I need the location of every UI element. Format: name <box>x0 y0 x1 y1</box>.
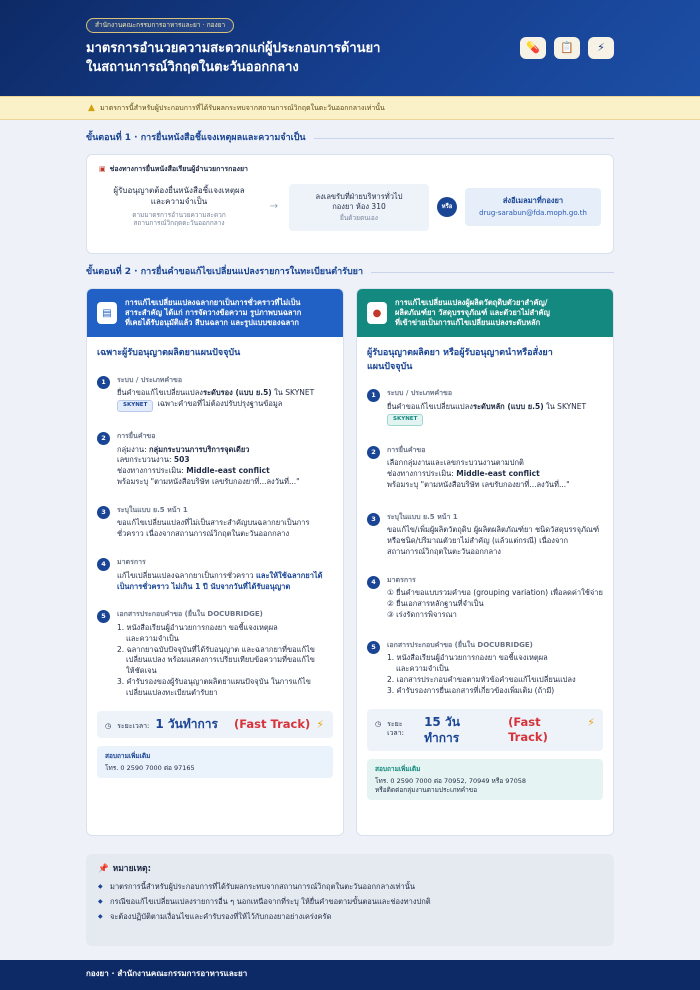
contact-box <box>97 746 333 779</box>
step-number: 3 <box>367 513 380 526</box>
lhead-1: การแก้ไขเปลี่ยนแปลงฉลากยาเป็นการชั่วคราวที่ไม่เป็น <box>125 298 301 308</box>
step-label: เอกสารประกอบคำขอ (ยื่นใน DOCUBRIDGE) <box>117 610 263 619</box>
clock-icon: ◷ <box>375 719 382 728</box>
step-item <box>367 641 603 697</box>
step-label: ระบบ / ประเภทคำขอ <box>117 375 183 384</box>
step2-title-text: ขั้นตอนที่ 2 · การยื่นคำขอแก้ไขเปลี่ยนแปลงรายการในทะเบียนตำรับยา <box>86 267 363 278</box>
step-item <box>367 576 603 621</box>
step-item <box>367 389 603 425</box>
page-header <box>0 0 700 96</box>
time-value: 15 วันทำการ <box>424 714 460 745</box>
arrow-right-icon: → <box>269 201 279 213</box>
step1-channels <box>99 184 601 231</box>
step1-title-text: ขั้นตอนที่ 1 · การยื่นหนังสือชี้แจงเหตุผลและความจำเป็น <box>86 133 306 143</box>
text-bold: ระดับหลัก (แบบ ย.5) <box>472 401 544 411</box>
step-line: พร้อมระบุ "ตามหนังสือบริษัท เลขรับกองยาที่...ลงวันที่..." <box>387 479 570 489</box>
text: เลขกระบวนงาน: <box>117 455 174 465</box>
rhead-2: ผลิตภัณฑ์ยา วัสดุบรรจุภัณฑ์ และตัวยาไม่สำคัญ <box>395 308 550 318</box>
remark-item: ◆ กรณีขอแก้ไขเปลี่ยนแปลงรายการอื่น ๆ นอกเหนือจากที่ระบุ ให้ยื่นคำขอตามขั้นตอนและช่องทางปกติ <box>98 897 602 907</box>
step-number: 2 <box>97 432 110 445</box>
req-sub <box>99 211 259 229</box>
manufacturer-change-audience <box>357 337 613 374</box>
step-label: ระบุในแบบ ย.5 หน้า 1 <box>117 506 188 514</box>
text: ช่องทางการประเมิน: <box>117 466 187 476</box>
text: ใน SKYNET <box>543 401 587 411</box>
doc-item-cont: ให้ชัดเจน <box>126 666 157 676</box>
step-label: การยื่นคำขอ <box>387 445 426 454</box>
doc-item-cont: และความจำเป็น <box>396 664 449 674</box>
step-number: 1 <box>367 389 380 402</box>
step-line: ขอแก้ไขเปลี่ยนแปลงที่ไม่เป็นสาระสำคัญบนฉลากยาเป็นการ <box>117 518 310 528</box>
label-change-steps <box>87 361 343 699</box>
step-number: 2 <box>367 446 380 459</box>
pin-icon: 📌 <box>98 864 109 875</box>
step-line: พร้อมระบุ "ตามหนังสือบริษัท เลขรับกองยาที่...ลงวันที่..." <box>117 477 300 487</box>
step-number: 5 <box>367 641 380 654</box>
pill-icon: ● <box>367 302 387 324</box>
fast-track-label: (Fast Track) <box>508 714 548 745</box>
text-bold: กลุ่มกระบวนการบริการจุดเดียว <box>149 444 250 454</box>
req-sub-2: สถานการณ์วิกฤตตะวันออกกลาง <box>133 219 225 228</box>
title-line-1: มาตรการอำนวยความสะดวกแก่ผู้ประกอบการด้านยา <box>86 40 381 56</box>
step-item <box>367 446 603 491</box>
contact-title: สอบถามเพิ่มเติม <box>105 751 151 760</box>
email-address[interactable]: drug-sarabun@fda.moph.go.th <box>479 208 587 217</box>
remarks-title-text: หมายเหตุ: <box>112 864 151 875</box>
or-badge: หรือ <box>437 197 457 217</box>
notice-text: มาตรการนี้สำหรับผู้ประกอบการที่ได้รับผลกระทบจากสถานการณ์วิกฤตในตะวันออกกลางเท่านั้น <box>100 104 385 112</box>
processing-time <box>97 711 333 738</box>
step-label: มาตรการ <box>117 558 146 567</box>
clock-icon: ◷ <box>105 721 112 730</box>
step-number: 5 <box>97 610 110 623</box>
req-sub-1: ตามมาตรการอำนวยความสะดวก <box>132 210 226 219</box>
submit-requirement <box>99 186 259 228</box>
step-item <box>367 513 603 558</box>
inperson-sub: ยื่นด้วยตนเอง <box>340 213 378 222</box>
doc-item: 1. หนังสือเรียนผู้อำนวยการกองยา ขอชี้แจงเหตุผล <box>387 653 548 663</box>
inperson-line-1: ลงเลขรับที่ฝ่ายบริหารทั่วไป <box>315 191 403 201</box>
step-line <box>117 571 333 582</box>
skynet-badge: SKYNET <box>117 400 153 412</box>
step1-box-title <box>99 165 601 174</box>
text-bold: Middle-east conflict <box>456 468 540 478</box>
manufacturer-change-header <box>357 289 613 337</box>
req-line-1: ผู้รับอนุญาตต้องยื่นหนังสือชี้แจงเหตุผล <box>113 186 245 196</box>
step-number: 3 <box>97 506 110 519</box>
step-item <box>97 506 333 540</box>
inbox-icon: ▣ <box>99 165 106 174</box>
text: ใน SKYNET <box>271 388 315 398</box>
manufacturer-change-header-text <box>395 298 550 328</box>
step-number: 4 <box>97 558 110 571</box>
clipboard-icon: 📋 <box>554 37 580 59</box>
step-line <box>117 399 333 412</box>
rhead-3: ที่เข้าข่ายเป็นการแก้ไขเปลี่ยนแปลงระดับหลัก <box>395 318 541 328</box>
step-label: เอกสารประกอบคำขอ (ยื่นใน DOCUBRIDGE) <box>387 640 533 649</box>
doc-item: 2. เอกสารประกอบคำขอตามหัวข้อคำขอแก้ไขเปลี่ยนแปลง <box>387 674 576 684</box>
lightning-icon: ⚡ <box>588 37 614 59</box>
text: แก้ไขเปลี่ยนแปลงฉลากยาเป็นการชั่วคราว <box>117 570 257 580</box>
lhead-2: สาระสำคัญ ได้แก่ การจัดวางข้อความ รูปภาพบนฉลาก <box>125 308 302 318</box>
remark-item: ◆ จะต้องปฏิบัติตามเงื่อนไขและคำรับรองที่ให้ไว้กับกองยาอย่างเคร่งครัด <box>98 912 602 922</box>
step-line <box>117 445 333 456</box>
label-change-header <box>87 289 343 337</box>
doc-item-cont: เปลี่ยนแปลง พร้อมแสดงการเปรียบเทียบข้อความที่ขอแก้ไข <box>126 655 315 665</box>
step-item <box>97 376 333 412</box>
step-line: หรือชนิด/ปริมาณตัวยาไม่สำคัญ (แล้วแต่กรณี) เนื่องจาก <box>387 535 569 545</box>
label-change-card <box>86 288 344 836</box>
notice-bar <box>0 96 700 120</box>
step-line <box>387 469 603 480</box>
manufacturer-change-card <box>356 288 614 836</box>
remarks-box <box>86 854 614 946</box>
contact-phone: โทร. 0 2590 7000 ต่อ 70952, 70949 หรือ 97058 <box>375 776 526 785</box>
inperson-line-2: กองยา ห้อง 310 <box>332 201 386 211</box>
step-line: ชั่วคราว เนื่องจากสถานการณ์วิกฤตในตะวันออกกลาง <box>117 529 290 539</box>
label-change-audience: เฉพาะผู้รับอนุญาตผลิตยาแผนปัจจุบัน <box>97 348 241 359</box>
measure-item: ① ยื่นคำขอแบบรวมคำขอ (grouping variation) เพื่อลดค่าใช้จ่าย <box>387 588 603 598</box>
document-icon: ▤ <box>97 302 117 324</box>
label-change-header-text <box>125 298 301 328</box>
step2-title <box>0 266 700 278</box>
remark-item: ◆ มาตรการนี้สำหรับผู้ประกอบการที่ได้รับผลกระทบจากสถานการณ์วิกฤตในตะวันออกกลางเท่านั้น <box>98 882 602 892</box>
processing-time <box>367 709 603 751</box>
text: ยื่นคำขอแก้ไขเปลี่ยนแปลง <box>117 388 203 398</box>
step-line <box>117 466 333 477</box>
doc-item-cont: เปลี่ยนแปลงทะเบียนตำรับยา <box>126 688 218 698</box>
skynet-badge: SKYNET <box>387 414 423 426</box>
step-label: ระบบ / ประเภทคำขอ <box>387 389 453 398</box>
step1-box-title-text: ช่องทางการยื่นหนังสือเรียนผู้อำนวยการกองยา <box>109 165 248 174</box>
doc-item: 3. คำรับรองการยื่นเอกสารที่เกี่ยวข้องเพิ่มเติม (ถ้ามี) <box>387 685 555 695</box>
time-value: 1 วันทำการ <box>155 716 218 731</box>
page-footer <box>0 960 700 990</box>
footer-text: กองยา · สำนักงานคณะกรรมการอาหารและยา <box>86 969 248 978</box>
contact-note: หรือติดต่อกลุ่มงานตามประเภทคำขอ <box>375 785 478 794</box>
step-item <box>97 558 333 592</box>
measure-item: ② ยื่นเอกสารหลักฐานที่จำเป็น <box>387 599 484 608</box>
measure-item: ③ เร่งรัดการพิจารณา <box>387 609 457 619</box>
text: เฉพาะคำขอที่ไม่ต้องปรับปรุงฐานข้อมูล <box>157 399 283 409</box>
step-line <box>387 413 603 426</box>
doc-item-cont: และความจำเป็น <box>126 633 179 643</box>
step-line: สถานการณ์วิกฤตในตะวันออกกลาง <box>387 546 501 556</box>
time-label: ระยะเวลา: <box>117 721 150 730</box>
audience-line-1: ผู้รับอนุญาตผลิตยา หรือผู้รับอนุญาตนำหรือสั่งยา <box>367 348 553 359</box>
rhead-1: การแก้ไขเปลี่ยนแปลงผู้ผลิตวัตถุดิบตัวยาสำคัญ/ <box>395 298 548 308</box>
audience-line-2: แผนปัจจุบัน <box>367 361 413 372</box>
warning-icon: ▲ <box>88 103 95 113</box>
text-bold: 503 <box>173 455 190 465</box>
step2-columns <box>86 288 614 836</box>
step-item <box>97 610 333 699</box>
in-person-channel <box>289 184 429 231</box>
email-title: ส่งอีเมลมาที่กองยา <box>502 195 564 205</box>
text-bold: ระดับรอง (แบบ ย.5) <box>202 388 272 398</box>
manufacturer-change-steps <box>357 374 613 696</box>
step-line: เลือกกลุ่มงานและเลขกระบวนงานตามปกติ <box>387 458 524 467</box>
step-line: ขอแก้ไข/เพิ่มผู้ผลิตวัตถุดิบ ผู้ผลิตผลิตภัณฑ์ยา ชนิดวัสดุบรรจุภัณฑ์ <box>387 525 600 535</box>
remarks-title <box>98 864 602 875</box>
step-label: การยื่นคำขอ <box>117 432 156 441</box>
fast-track-label: (Fast Track) <box>233 716 311 731</box>
step-label: ระบุในแบบ ย.5 หน้า 1 <box>387 512 458 521</box>
req-line-2: และความจำเป็น <box>150 196 208 206</box>
org-tag: สำนักงานคณะกรรมการอาหารและยา · กองยา <box>86 18 234 33</box>
lhead-3: ที่เคยได้รับอนุมัติแล้ว สีบนฉลาก และรูปแบบของฉลาก <box>125 318 299 328</box>
text-highlight: และให้ใช้ฉลากยาได้ <box>256 570 323 580</box>
lightning-icon: ⚡ <box>316 717 324 731</box>
pill-icon: 💊 <box>520 37 546 59</box>
step-line <box>387 402 603 413</box>
step-number: 4 <box>367 576 380 589</box>
doc-item: 2. ฉลากยาฉบับปัจจุบันที่ได้รับอนุญาต และฉลากยาที่ขอแก้ไข <box>117 644 315 654</box>
step-line <box>117 455 333 466</box>
title-line-2: ในสถานการณ์วิกฤตในตะวันออกกลาง <box>86 59 299 75</box>
lightning-icon: ⚡ <box>587 715 595 729</box>
doc-item: 3. คำรับรองของผู้รับอนุญาตผลิตยาแผนปัจจุบัน ในการแก้ไข <box>117 677 311 687</box>
contact-title: สอบถามเพิ่มเติม <box>375 765 421 774</box>
step-number: 1 <box>97 376 110 389</box>
step-line-highlight: เป็นการชั่วคราว ไม่เกิน 1 ปี นับจากวันที่ได้รับอนุญาต <box>117 581 291 591</box>
step1-title <box>0 132 700 144</box>
email-channel <box>465 188 601 227</box>
step-item <box>97 432 333 488</box>
step-label: มาตรการ <box>387 575 416 584</box>
time-label: ระยะเวลา: <box>387 719 405 738</box>
step1-box <box>86 154 614 254</box>
text: กลุ่มงาน: <box>117 444 149 454</box>
doc-item: 1. หนังสือเรียนผู้อำนวยการกองยา ขอชี้แจงเหตุผล <box>117 622 278 632</box>
text-bold: Middle-east conflict <box>186 466 270 476</box>
contact-box <box>367 759 603 800</box>
text: ช่องทางการประเมิน: <box>387 468 457 478</box>
step-line <box>117 388 333 399</box>
contact-phone: โทร. 0 2590 7000 ต่อ 97165 <box>105 763 195 772</box>
text: ยื่นคำขอแก้ไขเปลี่ยนแปลง <box>387 401 473 411</box>
header-icons <box>520 37 614 59</box>
